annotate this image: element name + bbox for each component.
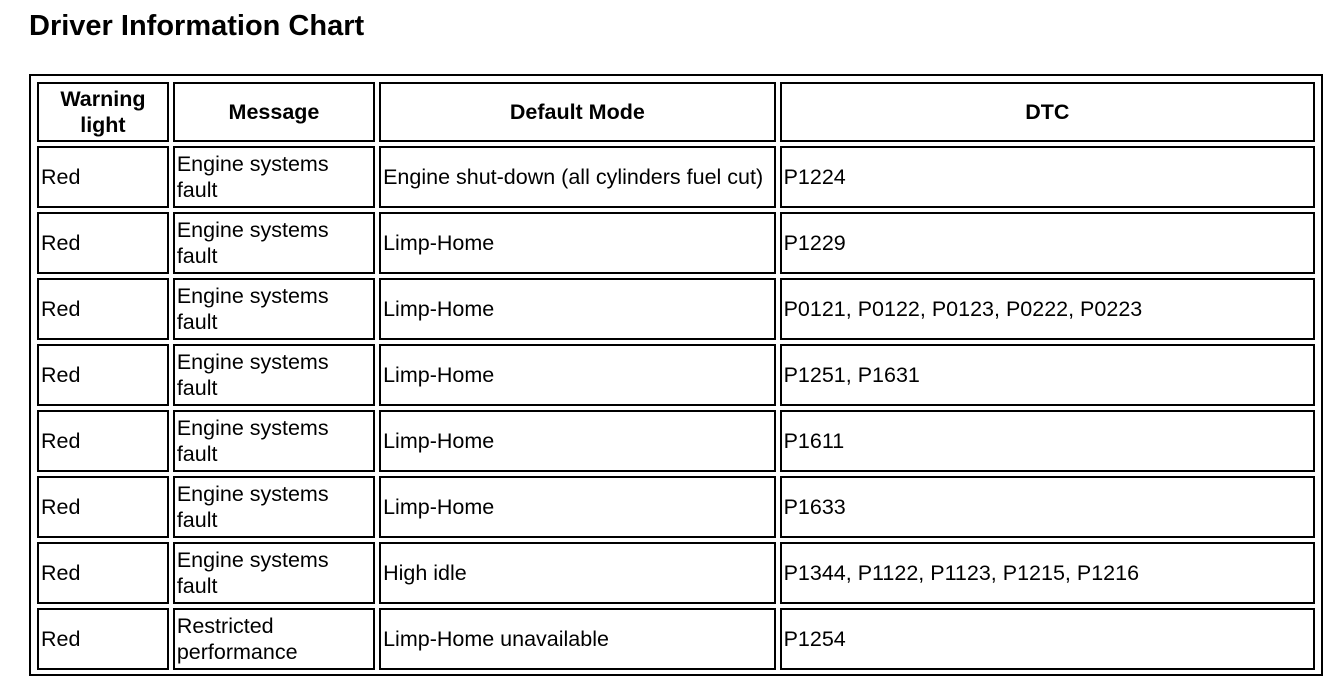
cell-dtc: P1229 — [780, 212, 1315, 274]
cell-dtc: P1224 — [780, 146, 1315, 208]
cell-default-mode: High idle — [379, 542, 776, 604]
cell-dtc: P1254 — [780, 608, 1315, 670]
cell-warning-light: Red — [37, 146, 169, 208]
header-default-mode: Default Mode — [379, 82, 776, 142]
table-header-row — [37, 82, 1315, 142]
cell-default-mode: Limp-Home — [379, 476, 776, 538]
cell-dtc: P1344, P1122, P1123, P1215, P1216 — [780, 542, 1315, 604]
cell-message: Engine systems fault — [173, 278, 375, 340]
cell-warning-light: Red — [37, 410, 169, 472]
cell-dtc: P1633 — [780, 476, 1315, 538]
cell-dtc: P0121, P0122, P0123, P0222, P0223 — [780, 278, 1315, 340]
cell-message: Engine systems fault — [173, 410, 375, 472]
header-warning-light: Warning light — [37, 82, 169, 142]
cell-message: Restricted performance — [173, 608, 375, 670]
cell-warning-light: Red — [37, 476, 169, 538]
cell-default-mode: Limp-Home unavailable — [379, 608, 776, 670]
cell-warning-light: Red — [37, 278, 169, 340]
driver-information-table-frame — [29, 74, 1323, 676]
cell-default-mode: Limp-Home — [379, 212, 776, 274]
header-message: Message — [173, 82, 375, 142]
table-row — [37, 344, 1315, 406]
cell-warning-light: Red — [37, 212, 169, 274]
cell-message: Engine systems fault — [173, 212, 375, 274]
cell-warning-light: Red — [37, 608, 169, 670]
table-row — [37, 410, 1315, 472]
cell-message: Engine systems fault — [173, 146, 375, 208]
cell-warning-light: Red — [37, 344, 169, 406]
table-row — [37, 278, 1315, 340]
table-row — [37, 212, 1315, 274]
cell-default-mode: Engine shut-down (all cylinders fuel cut) — [379, 146, 776, 208]
header-dtc: DTC — [780, 82, 1315, 142]
cell-default-mode: Limp-Home — [379, 410, 776, 472]
cell-message: Engine systems fault — [173, 476, 375, 538]
cell-message: Engine systems fault — [173, 344, 375, 406]
driver-information-table — [33, 78, 1319, 674]
table-row — [37, 608, 1315, 670]
table-row — [37, 476, 1315, 538]
cell-default-mode: Limp-Home — [379, 278, 776, 340]
table-row — [37, 542, 1315, 604]
cell-warning-light: Red — [37, 542, 169, 604]
cell-dtc: P1251, P1631 — [780, 344, 1315, 406]
page-title: Driver Information Chart — [29, 10, 365, 42]
cell-dtc: P1611 — [780, 410, 1315, 472]
cell-default-mode: Limp-Home — [379, 344, 776, 406]
cell-message: Engine systems fault — [173, 542, 375, 604]
table-row — [37, 146, 1315, 208]
